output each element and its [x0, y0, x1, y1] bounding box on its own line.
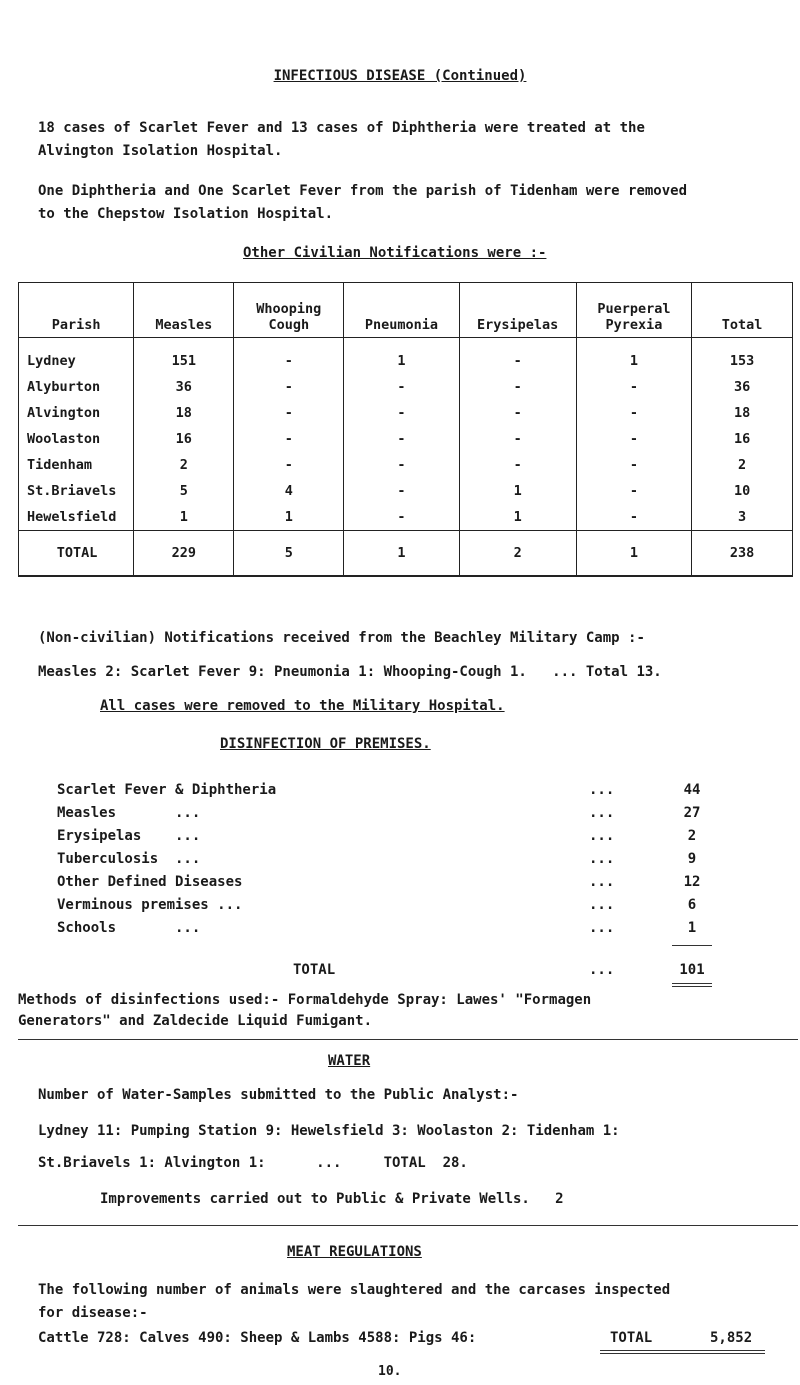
cell-whooping-cough: 1	[234, 504, 344, 531]
cell-pneumonia: -	[344, 452, 459, 478]
disinfection-label: Other Defined Diseases	[57, 874, 243, 890]
disinfection-methods-line-2: Generators" and Zaldecide Liquid Fumigant.	[18, 1013, 373, 1029]
column-header-measles: Measles	[134, 283, 234, 338]
cell-whooping-cough: -	[234, 338, 344, 375]
disinfection-label: Schools ...	[57, 920, 201, 936]
cell-total: 18	[692, 400, 793, 426]
disinfection-value: 44	[683, 782, 701, 798]
disinfection-total-label: TOTAL	[293, 962, 336, 978]
cell-total-measles: 229	[134, 531, 234, 577]
cell-puerperal-pyrexia: -	[576, 452, 691, 478]
table-row	[19, 400, 793, 426]
cell-total-label: TOTAL	[19, 531, 134, 577]
cell-puerperal-pyrexia: -	[576, 374, 691, 400]
section-divider	[18, 1039, 798, 1040]
table-row	[19, 338, 793, 375]
cell-whooping-cough: 4	[234, 478, 344, 504]
leader-dots: ...	[589, 920, 615, 936]
cell-measles: 5	[134, 478, 234, 504]
cell-total: 3	[692, 504, 793, 531]
total-double-rule	[600, 1350, 765, 1351]
leader-dots: ...	[589, 897, 615, 913]
disinfection-label: Tuberculosis ...	[57, 851, 201, 867]
water-samples-line-1: Lydney 11: Pumping Station 9: Hewelsfield 3: Woolaston 2: Tidenham 1:	[38, 1123, 620, 1139]
cell-pneumonia: -	[344, 478, 459, 504]
cell-pneumonia: -	[344, 426, 459, 452]
table-row	[19, 426, 793, 452]
disinfection-methods-line-1: Methods of disinfections used:- Formaldehyde Spray: Lawes' "Formagen	[18, 992, 592, 1008]
cell-pneumonia: 1	[344, 338, 459, 375]
disinfection-value: 6	[687, 897, 697, 913]
column-header-pneumonia: Pneumonia	[344, 283, 459, 338]
disinfection-total-row	[57, 962, 705, 988]
cell-total: 2	[692, 452, 793, 478]
cell-measles: 1	[134, 504, 234, 531]
list-item	[57, 920, 697, 946]
cell-erysipelas: -	[459, 426, 576, 452]
meat-intro-line-1: The following number of animals were slaughtered and the carcases inspected	[38, 1282, 671, 1298]
non-civilian-note: All cases were removed to the Military Hospital.	[100, 698, 505, 714]
cell-parish: Woolaston	[19, 426, 134, 452]
subtotal-rule	[672, 945, 712, 946]
cell-puerperal-pyrexia: 1	[576, 338, 691, 375]
disinfection-value: 2	[687, 828, 697, 844]
water-samples-line-2: St.Briavels 1: Alvington 1: ... TOTAL 28.	[38, 1155, 468, 1171]
disinfection-label: Verminous premises ...	[57, 897, 243, 913]
paragraph-chepstow-line-1: One Diphtheria and One Scarlet Fever from the parish of Tidenham were removed	[38, 183, 688, 199]
paragraph-chepstow-line-2: to the Chepstow Isolation Hospital.	[38, 206, 334, 222]
cell-whooping-cough: -	[234, 374, 344, 400]
total-double-rule	[672, 986, 712, 987]
cell-erysipelas: -	[459, 400, 576, 426]
cell-total-pneumonia: 1	[344, 531, 459, 577]
cell-whooping-cough: -	[234, 426, 344, 452]
disinfection-value: 12	[683, 874, 701, 890]
cell-puerperal-pyrexia: -	[576, 400, 691, 426]
paragraph-isolation-line-1: 18 cases of Scarlet Fever and 13 cases of Diphtheria were treated at the	[38, 120, 645, 136]
other-notifications-heading: Other Civilian Notifications were :-	[243, 245, 547, 261]
cell-erysipelas: -	[459, 374, 576, 400]
cell-measles: 36	[134, 374, 234, 400]
disinfection-label: Measles ...	[57, 805, 201, 821]
cell-puerperal-pyrexia: -	[576, 478, 691, 504]
column-header-total: Total	[692, 283, 793, 338]
cell-parish: St.Briavels	[19, 478, 134, 504]
cell-total-puerperal-pyrexia: 1	[576, 531, 691, 577]
cell-puerperal-pyrexia: -	[576, 504, 691, 531]
leader-dots: ...	[589, 874, 615, 890]
cell-total: 153	[692, 338, 793, 375]
section-divider	[18, 1225, 798, 1226]
cell-parish: Alyburton	[19, 374, 134, 400]
column-header-parish: Parish	[19, 283, 134, 338]
water-intro: Number of Water-Samples submitted to the Public Analyst:-	[38, 1087, 519, 1103]
disinfection-value: 1	[687, 920, 697, 936]
page-number: 10.	[378, 1364, 402, 1379]
cell-total: 16	[692, 426, 793, 452]
cell-puerperal-pyrexia: -	[576, 426, 691, 452]
cell-measles: 151	[134, 338, 234, 375]
meat-intro-line-2: for disease:-	[38, 1305, 148, 1321]
cell-pneumonia: -	[344, 374, 459, 400]
total-double-rule	[600, 1353, 765, 1354]
cell-total: 36	[692, 374, 793, 400]
cell-parish: Alvington	[19, 400, 134, 426]
cell-erysipelas: 1	[459, 478, 576, 504]
leader-dots: ...	[589, 828, 615, 844]
cell-erysipelas: 1	[459, 504, 576, 531]
disinfection-value: 9	[687, 851, 697, 867]
leader-dots: ...	[589, 851, 615, 867]
page-title: INFECTIOUS DISEASE (Continued)	[273, 68, 527, 84]
disinfection-value: 27	[683, 805, 701, 821]
non-civilian-intro: (Non-civilian) Notifications received from the Beachley Military Camp :-	[38, 630, 645, 646]
cell-whooping-cough: -	[234, 452, 344, 478]
disinfection-heading: DISINFECTION OF PREMISES.	[220, 736, 431, 752]
cell-grand-total: 238	[692, 531, 793, 577]
meat-counts: Cattle 728: Calves 490: Sheep & Lambs 4588: Pigs 46:	[38, 1330, 477, 1346]
total-double-rule	[672, 983, 712, 984]
table-row	[19, 374, 793, 400]
water-heading: WATER	[328, 1053, 371, 1069]
table-row	[19, 478, 793, 504]
water-improvements: Improvements carried out to Public & Private Wells. 2	[100, 1191, 564, 1207]
cell-measles: 18	[134, 400, 234, 426]
cell-parish: Tidenham	[19, 452, 134, 478]
cell-total-erysipelas: 2	[459, 531, 576, 577]
column-header-erysipelas: Erysipelas	[459, 283, 576, 338]
cell-erysipelas: -	[459, 338, 576, 375]
notifications-table	[18, 282, 793, 577]
disinfection-label: Scarlet Fever & Diphtheria	[57, 782, 277, 798]
cell-parish: Hewelsfield	[19, 504, 134, 531]
paragraph-isolation-line-2: Alvington Isolation Hospital.	[38, 143, 283, 159]
column-header-whooping-cough: Whooping Cough	[234, 283, 344, 338]
cell-total: 10	[692, 478, 793, 504]
cell-total-whooping-cough: 5	[234, 531, 344, 577]
leader-dots: ...	[589, 962, 615, 978]
leader-dots: ...	[589, 782, 615, 798]
table-row	[19, 504, 793, 531]
cell-measles: 2	[134, 452, 234, 478]
cell-parish: Lydney	[19, 338, 134, 375]
disinfection-total-value: 101	[679, 962, 705, 978]
meat-total-value: 5,852	[710, 1330, 753, 1346]
cell-erysipelas: -	[459, 452, 576, 478]
table-row	[19, 452, 793, 478]
leader-dots: ...	[589, 805, 615, 821]
meat-total-label: TOTAL	[610, 1330, 653, 1346]
cell-pneumonia: -	[344, 504, 459, 531]
disinfection-label: Erysipelas ...	[57, 828, 201, 844]
cell-pneumonia: -	[344, 400, 459, 426]
cell-measles: 16	[134, 426, 234, 452]
non-civilian-counts: Measles 2: Scarlet Fever 9: Pneumonia 1: Whooping-Cough 1. ... Total 13.	[38, 664, 662, 680]
meat-heading: MEAT REGULATIONS	[287, 1244, 422, 1260]
table-header-row	[19, 283, 793, 338]
column-header-puerperal-pyrexia: Puerperal Pyrexia	[576, 283, 691, 338]
cell-whooping-cough: -	[234, 400, 344, 426]
table-total-row	[19, 531, 793, 577]
